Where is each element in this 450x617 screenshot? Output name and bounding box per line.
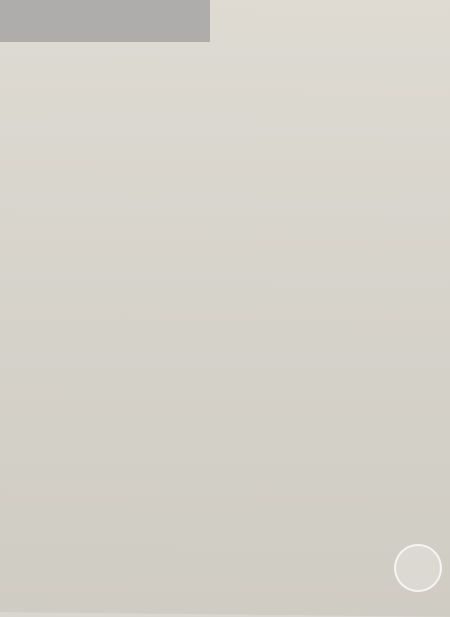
section-heading <box>0 101 450 106</box>
bazar-logo-icon <box>394 544 442 592</box>
seller-watermark <box>0 0 210 42</box>
